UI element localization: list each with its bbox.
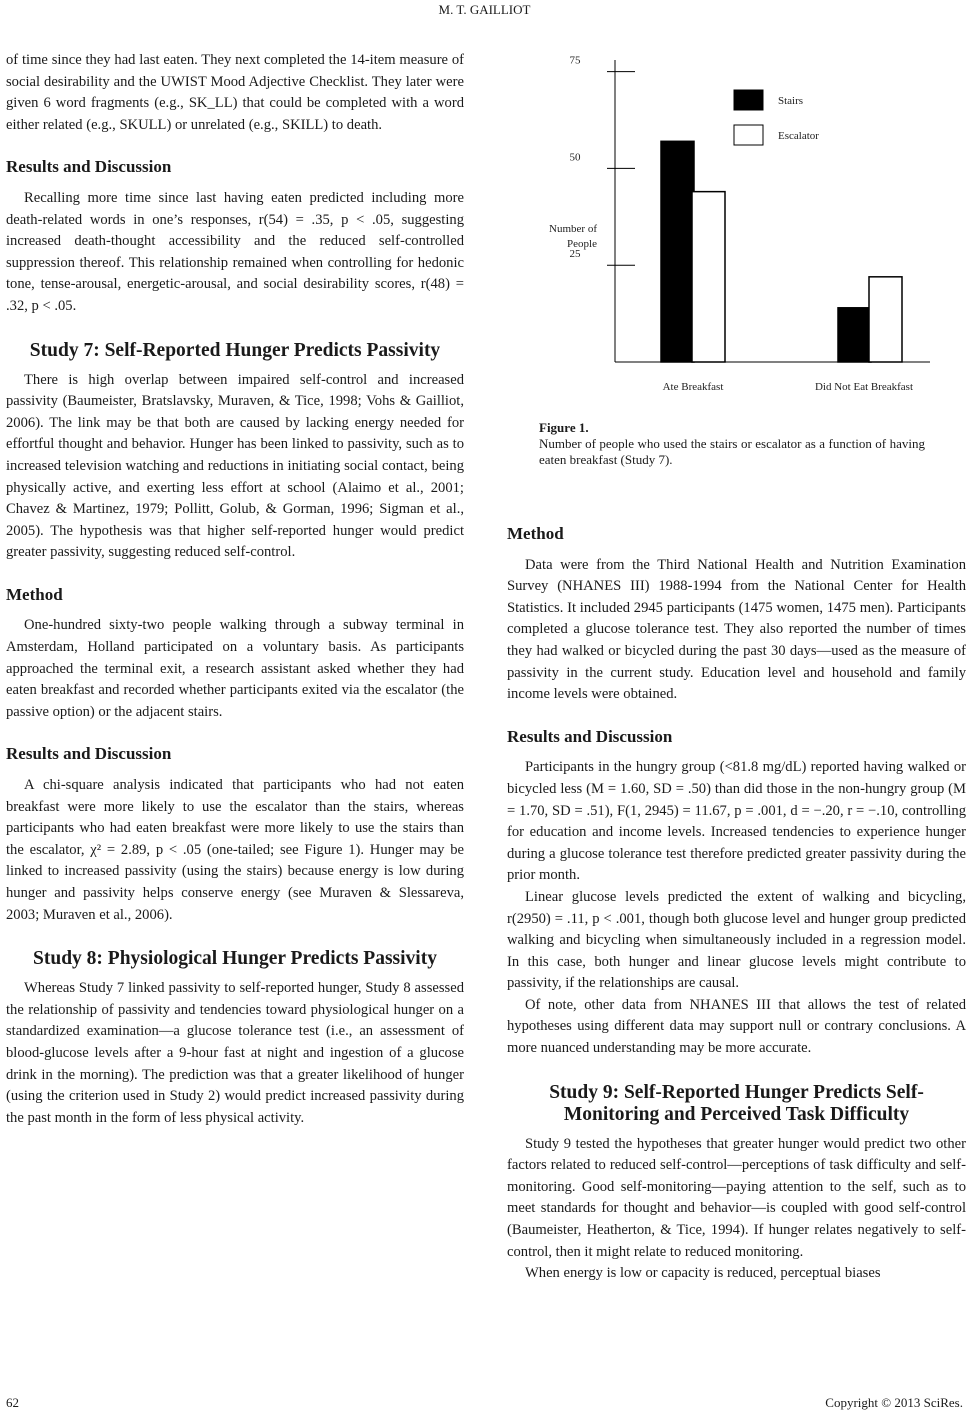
paragraph-results-8a: Participants in the hungry group (<81.8 mg/dL) reported having walked or bicycled less (M = 1.60, SD = .50) than did those in the non-hungry group (M = 1.70, SD = .51), F(1, 2945) = 11.67, p = .001, d = −.20, r = −.10, controlling for education and income levels. Increased tendencies to experience hunger during a glucose tolerance test therefore predicted greater passivity during the prior month. (507, 759, 966, 884)
paragraph-results-7: A chi-square analysis indicated that participants who had not eaten breakfast were more likely to use the escalator than the stairs, whereas participants who had eaten breakfast were more likely to use the stairs than the escalator, χ² = 2.89, p < .05 (one-tailed; see Figure 1). Hunger may be linked to increased passivity (using the stairs) because energy is low during hunger and passivity helps conserve energy (see Muraven & Slessareva, 2003; Muraven et al., 2006). (6, 777, 464, 923)
paragraph-results-8b: Linear glucose levels predicted the extent of walking and bicycling, r(2950) = .11, p < .001, though both glucose level and hunger group predicted walking and bicycling when simultaneously included in a regression model. In this case, both hunger and linear glucose levels might contribute to passivity, if the relationships are causal. (507, 888, 966, 992)
y-axis-label-line-1: Number of (549, 223, 597, 235)
legend-label-escalator: Escalator (778, 130, 819, 142)
paragraph-study-7: There is high overlap between impaired self-control and increased passivity (Baumeister, Bratslavsky, Muraven, & Tice, 1998; Vohs & Gailliot, 2006). The link may be that both are caused by lacking energy needed for effortful thought and behavior. Hunger has been linked to passivity, such as to increased television watching and reductions in initiating social contact, being physically active, and exerting less effort at school (Alaimo et al., 2001; Chavez & Martinez, 1979; Pollitt, Golub, & Gorman, 1996; Sigman et al., 2005). The hypothesis was that higher self-reported hunger would predict greater passivity, suggesting reduced self-control. (6, 371, 464, 561)
heading-study-7: Study 7: Self-Reported Hunger Predicts Passivity (29, 339, 441, 361)
x-category-label-1: Ate Breakfast (662, 381, 724, 393)
paragraph-results-8c: Of note, other data from NHANES III that allows the test of related hypotheses using different data may support null or contrary conclusions. A more nuanced understanding may be more accurate. (507, 996, 966, 1057)
copyright-notice: Copyright © 2013 SciRes. (825, 1395, 963, 1410)
y-tick-label-25: 25 (569, 248, 581, 261)
heading-method-7: Method (6, 584, 63, 604)
bar-chart (530, 50, 940, 410)
left-column (6, 50, 464, 1129)
paragraph-method-8: Data were from the Third National Health and Nutrition Examination Survey (NHANES III) 1988-1994 from the National Center for Health Statistics. It included 2945 participants (1475 women, 1475 men). Participants completed a glucose tolerance test. They also reported the number of times they had walked or bicycled during the past 30 days—used as the measure of passivity in the current study. Education level and household and family income levels were obtained. (507, 556, 966, 703)
legend-label-stairs: Stairs (778, 95, 804, 107)
paragraph-study-9: Study 9 tested the hypotheses that greater hunger would predict two other factors related to reduced self-control—perceptions of task difficulty and self-monitoring. Good self-monitoring—paying attention to the self, such as to meet standards for thought and behavior—is coupled with good self-control (Baumeister, Heatherton, & Tice, 1994). If hunger relates negatively to self-control, then it might relate to reduced monitoring. (507, 1135, 966, 1260)
legend-swatch-stairs (734, 90, 763, 110)
running-header: M. T. GAILLIOT (438, 2, 531, 17)
bar-escalator-1 (692, 192, 725, 362)
figure-caption (539, 420, 925, 468)
legend-swatch-escalator (734, 125, 763, 145)
x-category-label-2: Did Not Eat Breakfast (814, 381, 914, 393)
paragraph-study-8: Whereas Study 7 linked passivity to self-reported hunger, Study 8 assessed the relationship of passivity and tendencies toward physiological hunger on a standardized examination—a glucose tolerance test (i.e., an assessment of blood-glucose levels after a 9-hour fast at night and ingestion of a glucose drink in the morning). The prediction was that a greater likelihood of hunger (using the criterion used in Study 2) would predict increased passivity during the past month in the form of less physical activity. (6, 980, 464, 1126)
heading-method-8: Method (507, 524, 564, 543)
paragraph-study-9b: When energy is low or capacity is reduced, perceptual biases (525, 1265, 881, 1282)
heading-results-discussion-7: Results and Discussion (6, 744, 172, 764)
bar-stairs-2 (838, 308, 871, 362)
heading-study-8: Study 8: Physiological Hunger Predicts Passivity (33, 948, 437, 970)
paragraph-intro: of time since they had last eaten. They next completed the 14-item measure of social desirability and the UWIST Mood Adjective Checklist. They later were given 6 word fragments (e.g., SK_LL) that could be completed with a word either related (e.g., SKULL) or unrelated (e.g., SKILL) to death. (6, 52, 464, 133)
heading-study-9: Study 9: Self-Reported Hunger Predicts Self-Monitoring and Perceived Task Difficulty (549, 1081, 924, 1125)
paragraph-method-7: One-hundred sixty-two people walking through a subway terminal in Amsterdam, Holland participated on a voluntary basis. As participants approached the terminal exit, a research assistant asked whether they had eaten breakfast and recorded whether participants exited via the escalator (the passive option) or the adjacent stairs. (6, 617, 464, 720)
bar-escalator-2 (869, 277, 902, 362)
y-tick-label-75: 75 (569, 54, 581, 67)
right-column (507, 523, 966, 1285)
heading-results-discussion-6: Results and Discussion (6, 157, 172, 177)
figure-caption-text: Number of people who used the stairs or escalator as a function of having eaten breakfast (Study 7). (539, 436, 925, 467)
figure-caption-title: Figure 1. (539, 420, 589, 435)
heading-results-discussion-8: Results and Discussion (507, 726, 673, 746)
y-tick-label-50: 50 (569, 151, 581, 164)
bar-stairs-1 (661, 141, 694, 362)
figure-1-chart (530, 50, 940, 410)
paragraph-results-6: Recalling more time since last having eaten predicted including more death-related words in one’s responses, r(54) = .35, p < .05, suggesting increased death-thought accessibility and the reduced self-controlled suppression thereof. This relationship remained when controlling for hedonic tone, tense-arousal, energetic-arousal, and social desirability scores, r(48) = .32, p < .05. (6, 189, 464, 314)
y-axis-label-line-2: People (567, 238, 597, 250)
page-number: 62 (6, 1395, 19, 1410)
